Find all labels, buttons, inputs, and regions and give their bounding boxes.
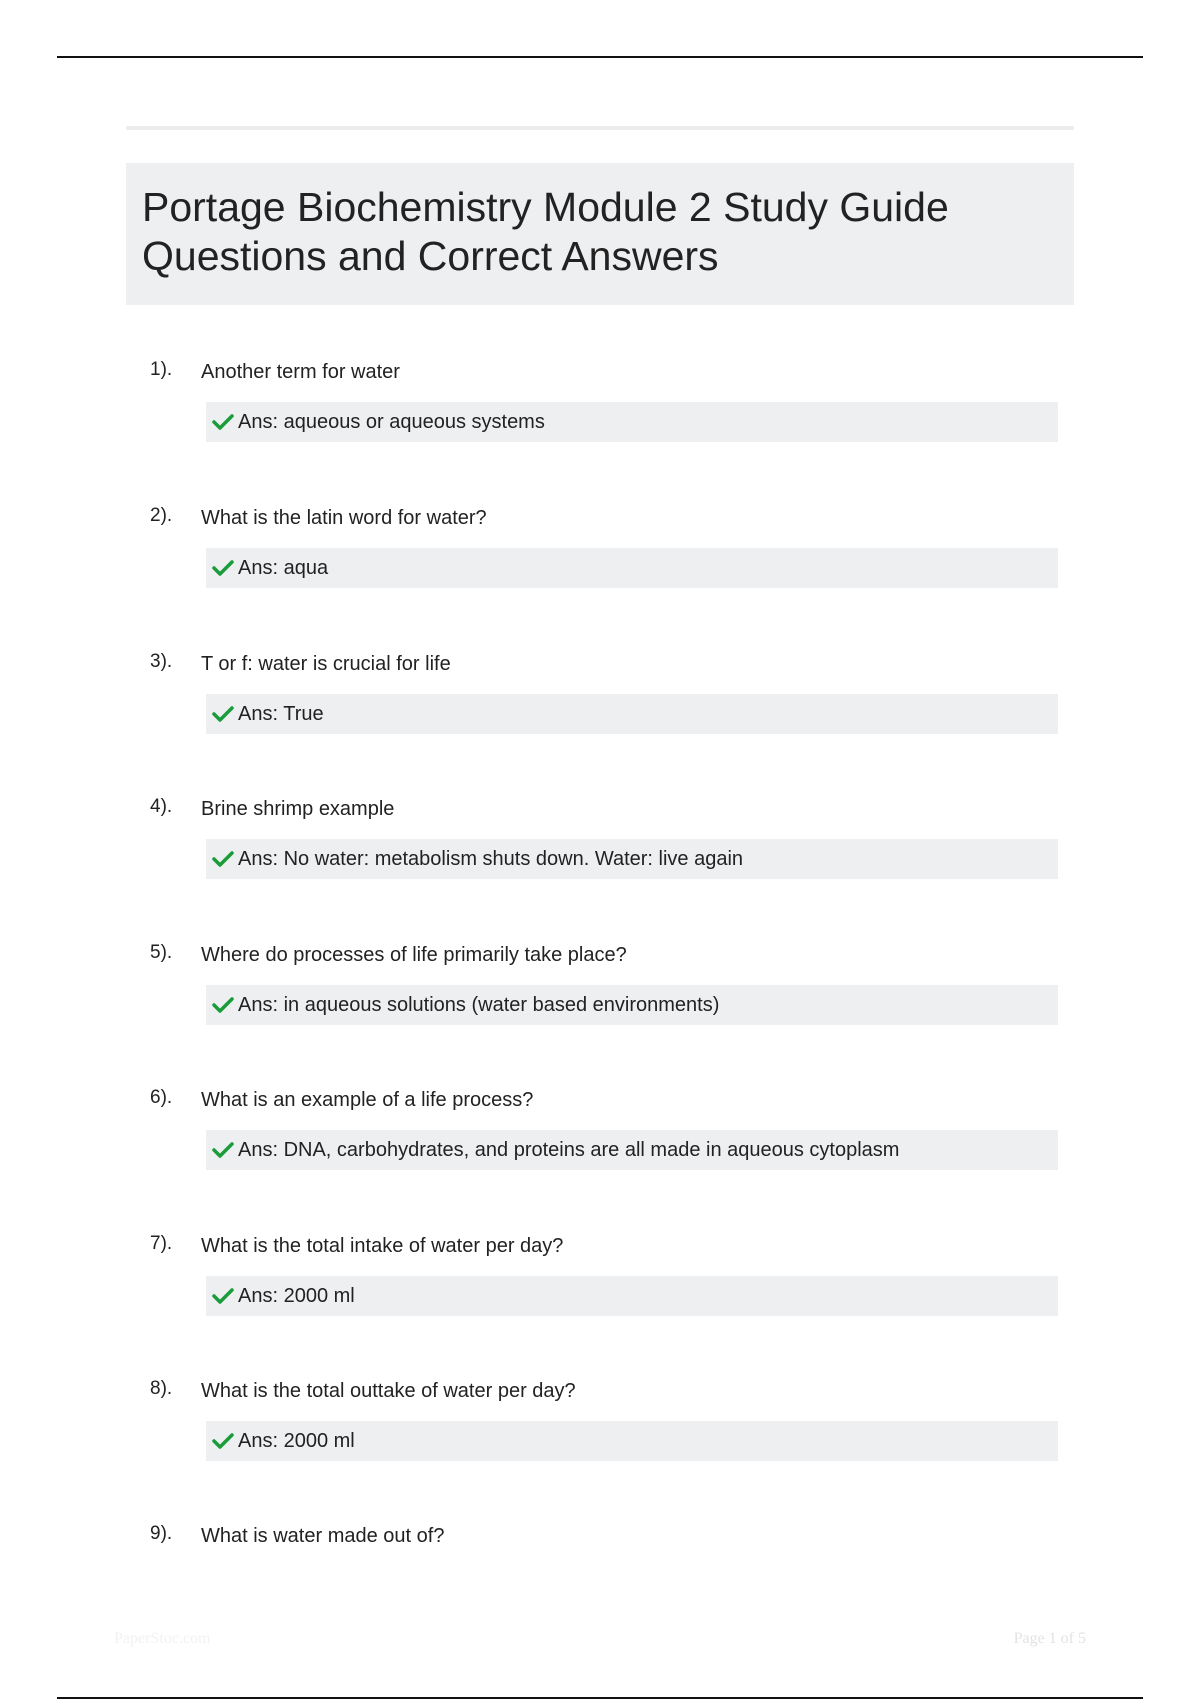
- answer-box: [206, 1421, 1058, 1461]
- question-text: Where do processes of life primarily take place?: [201, 944, 627, 966]
- question-number: 6).: [150, 1087, 173, 1108]
- question-item-3: [0, 650, 1200, 796]
- answer-text: Ans: in aqueous solutions (water based environments): [238, 994, 720, 1016]
- answer-text: Ans: 2000 ml: [238, 1430, 355, 1452]
- answer-box: [206, 1276, 1058, 1316]
- question-number: 3).: [150, 651, 173, 672]
- page-title-line-1: Portage Biochemistry Module 2 Study Guide: [142, 184, 949, 230]
- question-item-2: [0, 504, 1200, 650]
- answer-box: [206, 548, 1058, 588]
- question-text: What is water made out of?: [201, 1525, 445, 1547]
- check-icon: [212, 995, 234, 1015]
- answer-text: Ans: 2000 ml: [238, 1285, 355, 1307]
- check-icon: [212, 1286, 234, 1306]
- question-number: 1).: [150, 359, 173, 380]
- top-rule: [57, 56, 1143, 58]
- answer-box: [206, 694, 1058, 734]
- question-text: What is the total outtake of water per day?: [201, 1380, 576, 1402]
- question-number: 8).: [150, 1378, 173, 1399]
- check-icon: [212, 704, 234, 724]
- question-number: 5).: [150, 942, 173, 963]
- question-item-8: [0, 1377, 1200, 1523]
- answer-box: [206, 402, 1058, 442]
- question-text: What is the total intake of water per day?: [201, 1235, 564, 1257]
- footer-watermark: PaperStoc.com: [114, 1630, 211, 1647]
- check-icon: [212, 1140, 234, 1160]
- answer-text: Ans: No water: metabolism shuts down. Water: live again: [238, 848, 744, 870]
- check-icon: [212, 849, 234, 869]
- question-number: 9).: [150, 1523, 173, 1544]
- question-text: What is an example of a life process?: [201, 1089, 534, 1111]
- question-item-1: [0, 358, 1200, 504]
- question-item-5: [0, 941, 1200, 1087]
- bottom-rule: [57, 1697, 1143, 1699]
- page-title-line-2: Questions and Correct Answers: [142, 233, 719, 279]
- question-text: What is the latin word for water?: [201, 507, 487, 529]
- answer-text: Ans: True: [238, 703, 324, 725]
- footer-page-number: Page 1 of 5: [1013, 1630, 1086, 1647]
- question-text: T or f: water is crucial for life: [201, 653, 451, 675]
- answer-text: Ans: aqueous or aqueous systems: [238, 411, 545, 433]
- check-icon: [212, 1431, 234, 1451]
- question-text: Another term for water: [201, 361, 400, 383]
- title-banner: [126, 163, 1074, 305]
- answer-text: Ans: aqua: [238, 557, 329, 579]
- question-item-4: [0, 795, 1200, 941]
- question-item-9: [0, 1522, 1200, 1562]
- answer-box: [206, 1130, 1058, 1170]
- answer-box: [206, 839, 1058, 879]
- answer-box: [206, 985, 1058, 1025]
- question-item-7: [0, 1232, 1200, 1378]
- answer-text: Ans: DNA, carbohydrates, and proteins are all made in aqueous cytoplasm: [238, 1139, 900, 1161]
- question-number: 4).: [150, 796, 173, 817]
- check-icon: [212, 412, 234, 432]
- question-item-6: [0, 1086, 1200, 1232]
- question-number: 7).: [150, 1233, 173, 1254]
- question-text: Brine shrimp example: [201, 798, 395, 820]
- check-icon: [212, 558, 234, 578]
- header-divider: [126, 126, 1074, 130]
- question-number: 2).: [150, 505, 173, 526]
